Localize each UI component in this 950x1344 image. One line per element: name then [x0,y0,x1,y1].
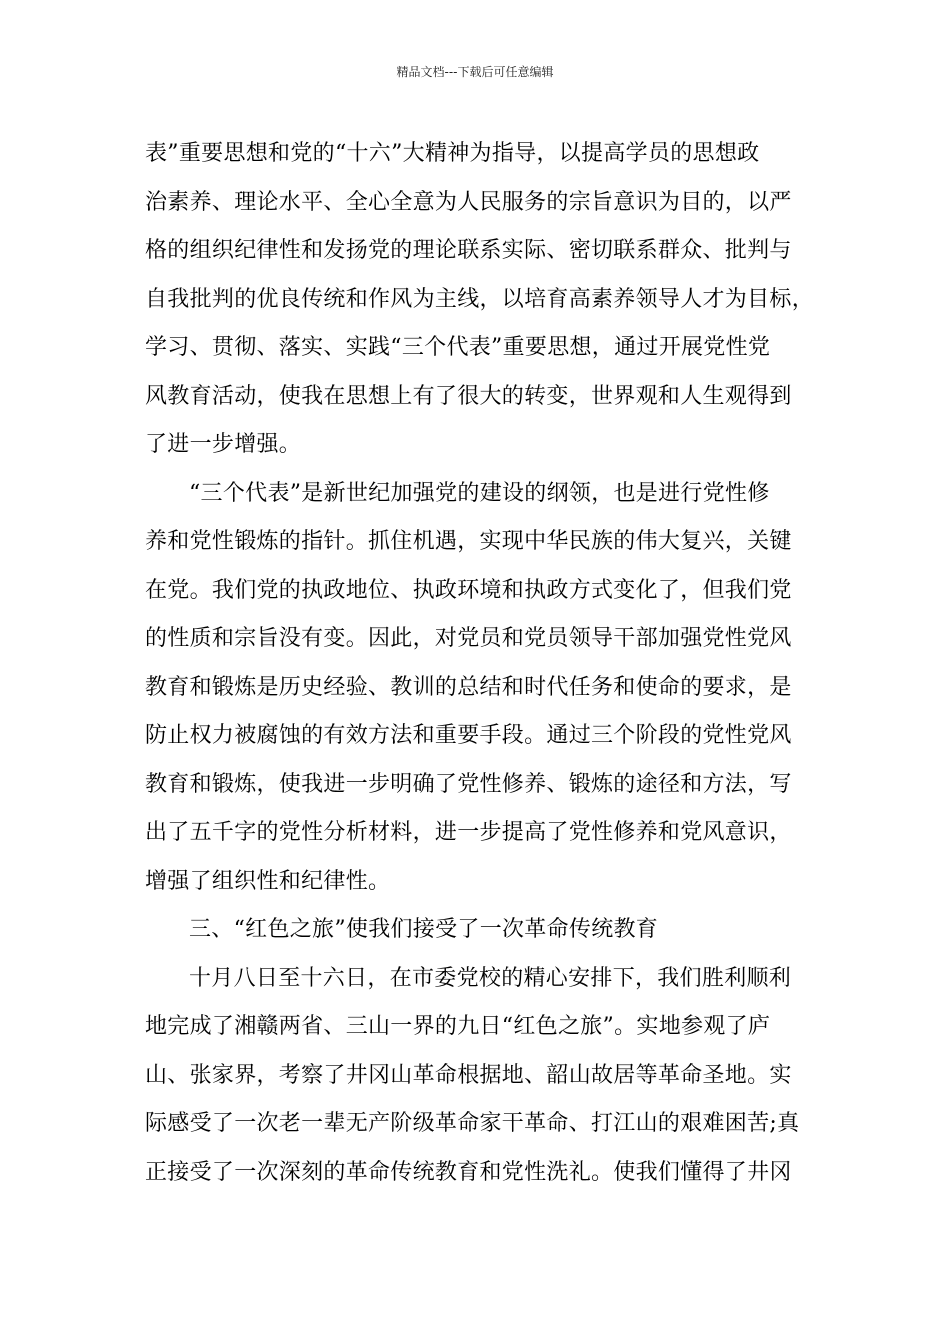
text-line: 教育和锻炼是历史经验、教训的总结和时代任务和使命的要求，是 [145,674,792,700]
text-line: 治素养、理论水平、全心全意为人民服务的宗旨意识为目的，以严 [145,189,792,215]
text-line: 自我批判的优良传统和作风为主线，以培育高素养领导人才为目标， [145,286,815,312]
text-line: 养和党性锻炼的指针。抓住机遇，实现中华民族的伟大复兴，关键 [145,529,792,554]
text-line: 际感受了一次老一辈无产阶级革命家干革命、打江山的艰难困苦;真 [145,1111,800,1136]
text-line: 了进一步增强。 [145,432,302,457]
text-line: 表”重要思想和党的“十六”大精神为指导，以提高学员的思想政 [145,141,760,166]
text-line: 出了五千字的党性分析材料，进一步提高了党性修养和党风意识， [145,820,792,845]
text-line: 防止权力被腐蚀的有效方法和重要手段。通过三个阶段的党性党风 [145,723,792,748]
text-line: 正接受了一次深刻的革命传统教育和党性洗礼。使我们懂得了井冈 [145,1159,792,1185]
text-line: 风教育活动，使我在思想上有了很大的转变，世界观和人生观得到 [145,383,792,409]
page-header: 精品文档---下载后可任意编辑 [396,65,554,79]
text-line: 地完成了湘赣两省、三山一界的九日“红色之旅”。实地参观了庐 [145,1014,771,1039]
text-line: 在党。我们党的执政地位、执政环境和执政方式变化了，但我们党 [145,577,792,603]
text-line: 教育和锻炼，使我进一步明确了党性修养、锻炼的途径和方法，写 [145,771,792,797]
text-line: 学习、贯彻、落实、实践“三个代表”重要思想，通过开展党性党 [145,335,771,360]
paragraph-start-line: “三个代表”是新世纪加强党的建设的纲领，也是进行党性修 [189,480,770,506]
section-heading: 三、“红色之旅”使我们接受了一次革命传统教育 [189,917,659,942]
document-body [145,130,825,1197]
text-line: 增强了组织性和纪律性。 [145,868,391,894]
paragraph-start-line: 十月八日至十六日，在市委党校的精心安排下，我们胜利顺利 [189,965,792,991]
text-line: 格的组织纪律性和发扬党的理论联系实际、密切联系群众、批判与 [145,238,792,263]
text-line: 山、张家界，考察了井冈山革命根据地、韶山故居等革命圣地。实 [145,1062,792,1088]
text-line: 的性质和宗旨没有变。因此，对党员和党员领导干部加强党性党风 [145,626,792,651]
